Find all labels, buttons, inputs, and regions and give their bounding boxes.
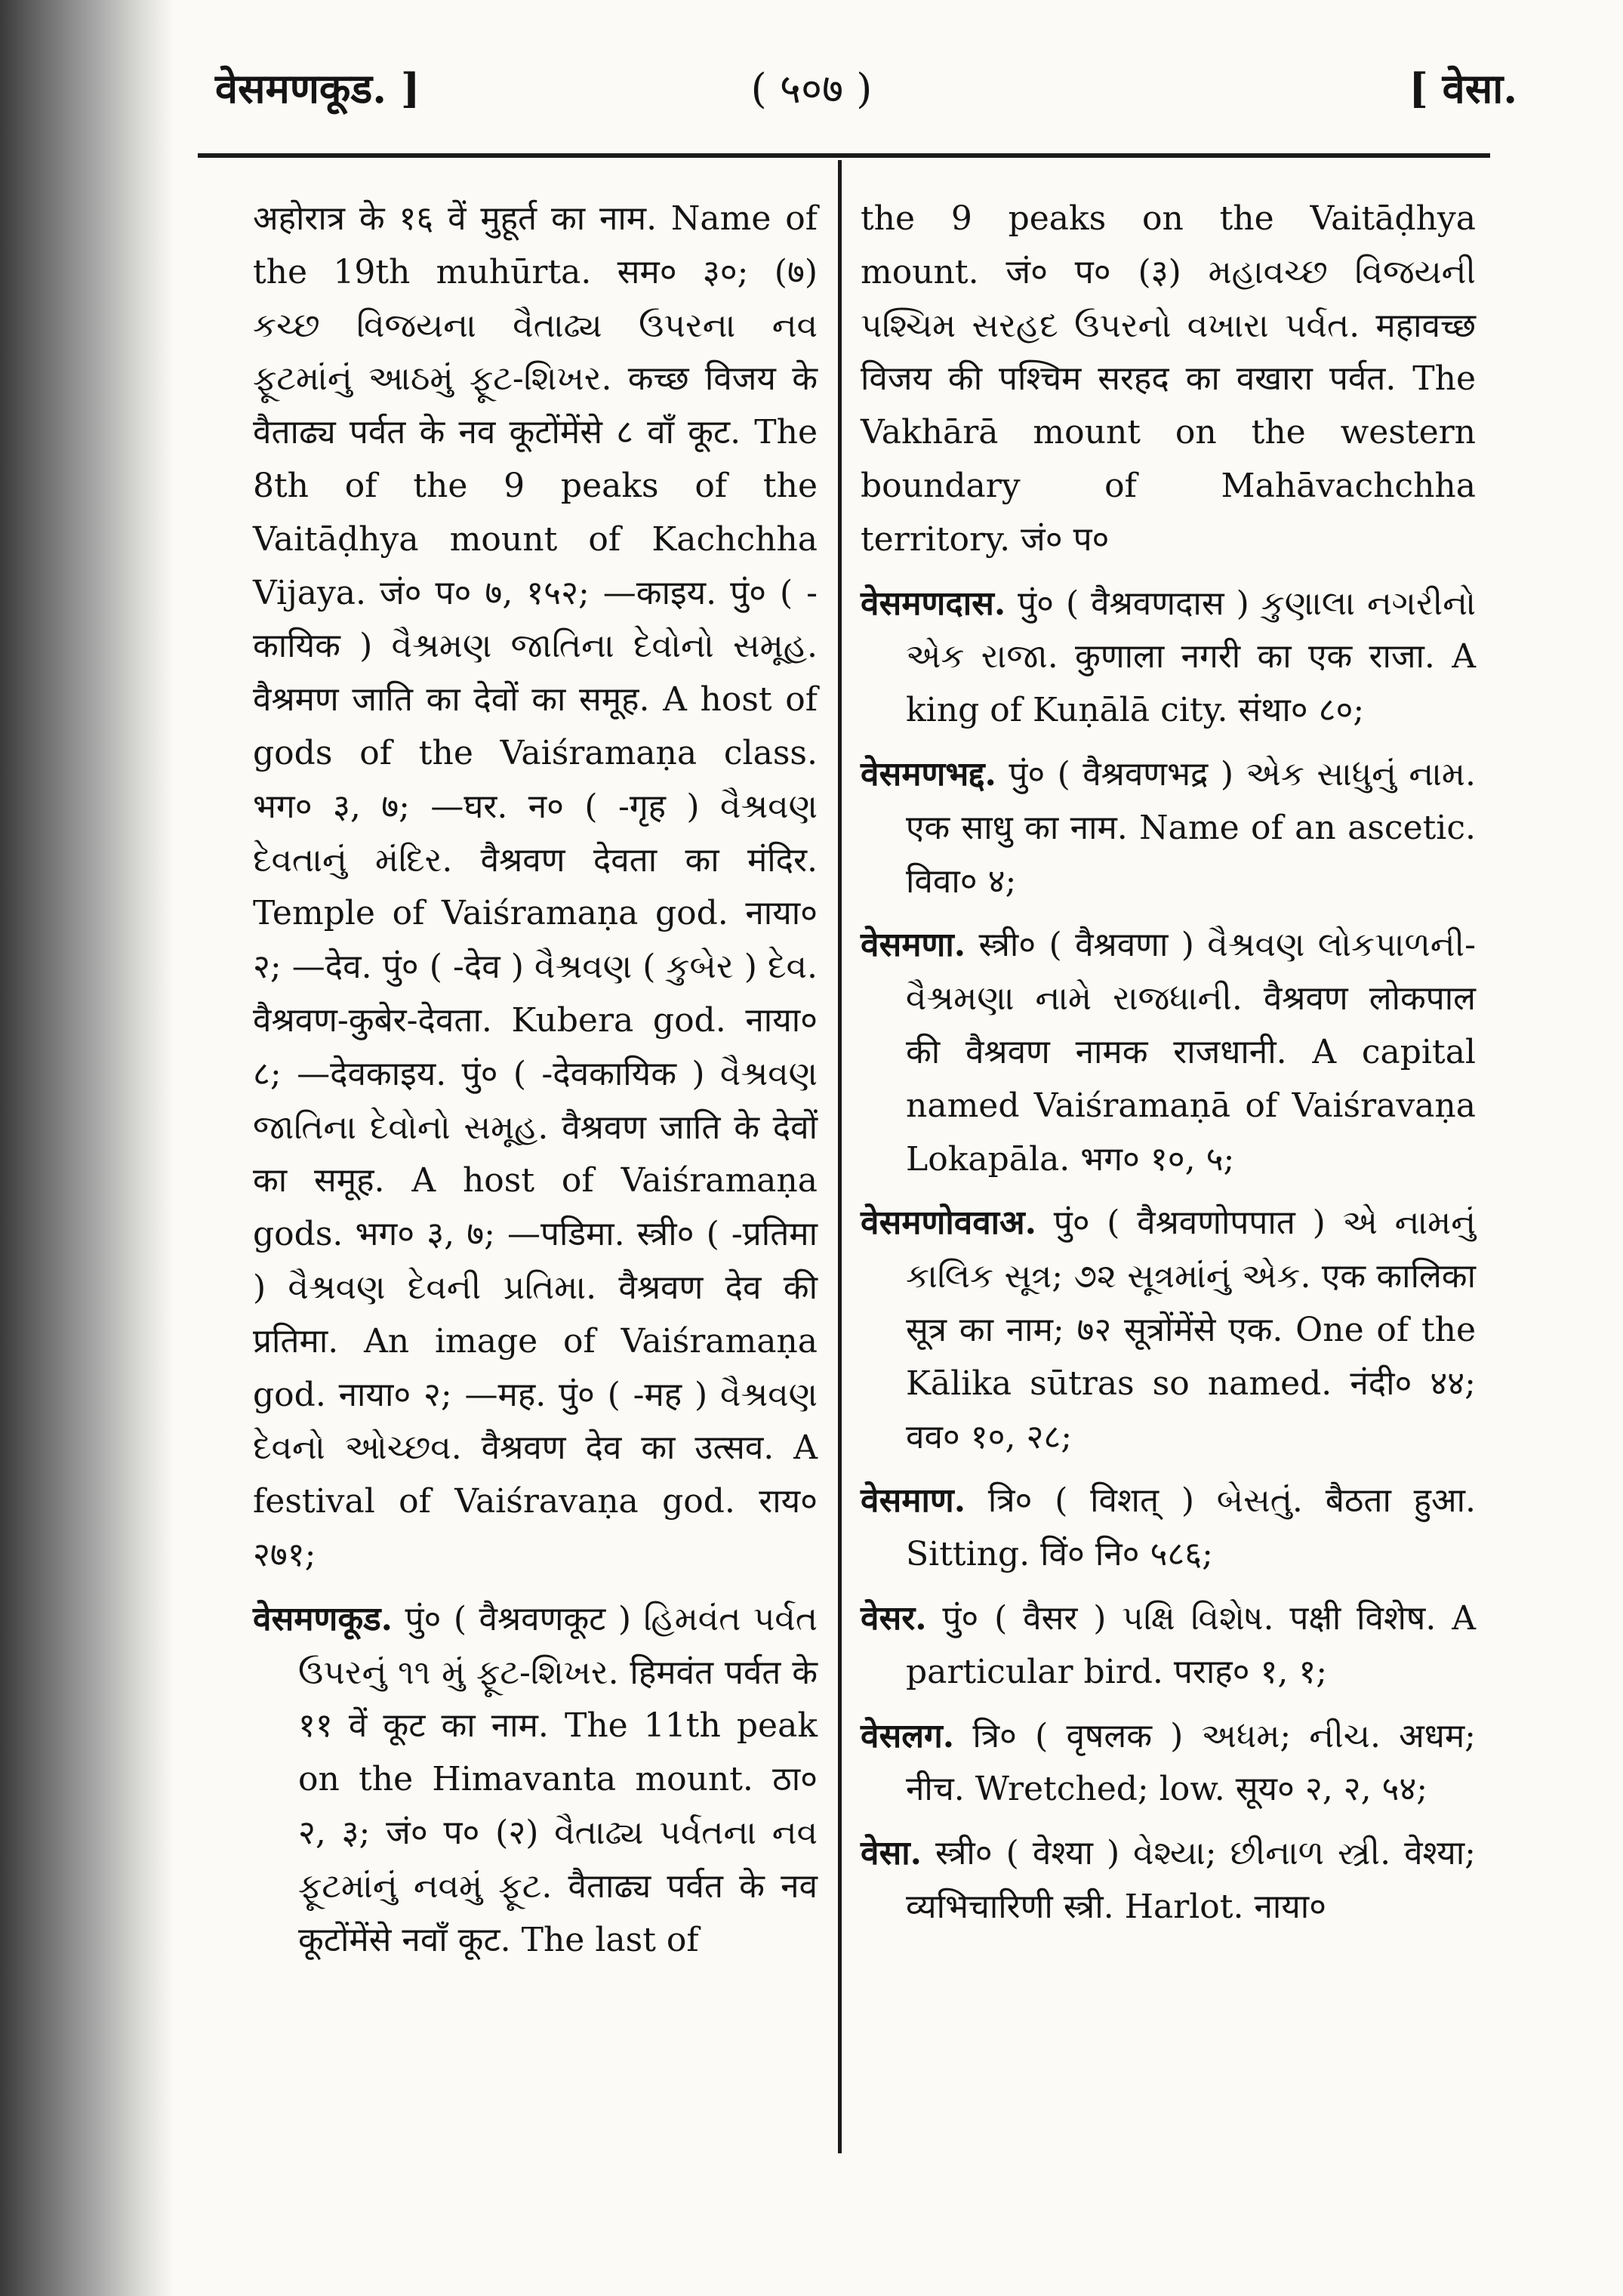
dictionary-entry bbox=[253, 193, 818, 1583]
entry-text: पुं० ( वैश्रवणोपपात ) એ નામનું કાલિક સૂત્ર; ૭૨ સૂત્રમાંનું એક. एक कालिका सूत्र का नाम; ७२ सूत्रोंमेंसे एक. One of the Kālika sūtras so named. नंदी० ४४; वव० १०, २८; bbox=[906, 1203, 1476, 1456]
entry-headword: वेसमणदास. bbox=[861, 584, 1006, 623]
running-head-left: वेसमणकूड. ] bbox=[215, 64, 420, 112]
entry-text: पुं० ( वैश्रवणभद्र ) એક સાધુનું નામ. एक साधु का नाम. Name of an ascetic. विवा० ४; bbox=[906, 754, 1476, 901]
entry-headword: वेसमणा. bbox=[861, 926, 966, 965]
dictionary-entry bbox=[861, 748, 1476, 908]
dictionary-entry bbox=[861, 1475, 1476, 1582]
book-spine-shadow bbox=[0, 0, 174, 2296]
entry-headword: वेसलग. bbox=[861, 1716, 955, 1755]
entry-headword: वेसर. bbox=[861, 1598, 927, 1638]
dictionary-entry bbox=[253, 1593, 818, 1968]
entry-text: त्रि० ( विशत् ) બેસતું. बैठता हुआ. Sitting. विं० नि० ५८६; bbox=[906, 1481, 1476, 1574]
entry-text: त्रि० ( वृषलक ) અધમ; નીચ. अधम; नीच. Wretched; low. सूय० २, २, ५४; bbox=[906, 1716, 1476, 1809]
entry-headword: वेसमणभद्द. bbox=[861, 754, 996, 794]
entry-text: अहोरात्र के १६ वें मुहूर्त का नाम. Name of the 19th muhūrta. सम० ३०; (७) કચ્છ વિજયના વૈતાઢ્ય ઉપરના નવ ફૂટમાંનું આઠમું ફૂટ-શિખર. कच्छ विजय के वैताढ्य पर्वत के नव कूटोंमेंसे ८ वाँ कूट. The 8th of the 9 peaks of the Vaitāḍhya mount of Kachchha Vijaya. जं० प० ७, १५२; —काइय. पुं० ( -कायिक ) વૈશ્રમણ જાતિના દેવોનો સમૂહ. वैश्रमण जाति का देवों का समूह. A host of gods of the Vaiśramaṇa class. भग० ३, ७; —घर. न० ( -गृह ) વૈશ્રવણ દેવતાનું મંદિર. वैश्रवण देवता का मंदिर. Temple of Vaiśramaṇa god. नाया० २; —देव. पुं० ( -देव ) વૈશ્રવણ ( કુબેર ) દેવ. वैश्रवण-कुबेर-देवता. Kubera god. नाया० ८; —देवकाइय. पुं० ( -देवकायिक ) વૈશ્રવણ જાતિના દેવોનો સમૂહ. वैश्रवण जाति के देवों का समूह. A host of Vaiśramaṇa gods. भग० ३, ७; —पडिमा. स्त्री० ( -प्रतिमा ) વૈશ્રવણ દેવની પ્રતિમા. वैश्रवण देव की प्रतिमा. An image of Vaiśramaṇa god. नाया० २; —मह. पुं० ( -मह ) વૈશ્રવણ દેવનો ઓચ્છવ. वैश्रवण देव का उत्सव. A festival of Vaiśravaṇa god. राय० २७१; bbox=[253, 199, 818, 1574]
header-rule bbox=[198, 153, 1490, 158]
entry-text: the 9 peaks on the Vaitāḍhya mount. जं० प० (३) મહાવચ્છ વિજયની પશ્ચિમ સરહદ ઉપરનો વખારા પર્વત. महावच्छ विजय की पश्चिम सरहद का वखारा पर्वत. The Vakhārā mount on the western boundary of Mahāvachchha territory. जं० प० bbox=[861, 199, 1476, 559]
entry-text: पुं० ( वैसर ) પક્ષિ વિશેષ. पक्षी विशेष. A particular bird. पराह० १, १; bbox=[906, 1598, 1476, 1691]
entry-text: स्त्री० ( वेश्या ) વેશ્યા; છીનાળ સ્ત્રી. वेश्या; व्यभिचारिणी स्त्री. Harlot. नाया० bbox=[906, 1834, 1476, 1926]
left-column bbox=[253, 193, 818, 1977]
dictionary-entry bbox=[861, 1710, 1476, 1817]
entry-text: पुं० ( वैश्रवणकूट ) હિમવંત પર્વત ઉપરનું ૧૧ મું ફૂટ-શિખર. हिमवंत पर्वत के ११ वें कूट का नाम. The 11th peak on the Himavanta mount. ठा० २, ३; जं० प० (२) વૈતાઢ્ય પર્વતના નવ ફૂટમાંનું નવમું ફૂટ. वैताढ्य पर्वत के नव कूटोंमेंसे नवाँ कूट. The last of bbox=[298, 1599, 818, 1959]
entry-headword: वेसा. bbox=[861, 1834, 922, 1873]
column-divider bbox=[838, 160, 842, 2153]
entry-text: पुं० ( वैश्रवणदास ) કુણાલા નગરીનો એક રાજા. कुणाला नगरी का एक राजा. A king of Kuṇālā city. संथा० ८०; bbox=[906, 584, 1476, 730]
page-number: ( ५०७ ) bbox=[750, 65, 873, 112]
entry-headword: वेसमणकूड. bbox=[253, 1599, 393, 1638]
entry-headword: वेसमाण. bbox=[861, 1481, 966, 1521]
running-head-right: [ वेसा. bbox=[1409, 64, 1517, 112]
entry-headword: वेसमणोववाअ. bbox=[861, 1203, 1036, 1243]
dictionary-entry bbox=[861, 1197, 1476, 1464]
dictionary-entry bbox=[861, 1827, 1476, 1934]
right-column bbox=[861, 193, 1476, 1945]
entry-text: स्त्री० ( वैश्रवणा ) વૈશ્રવણ લોકપાળની-વૈશ્રમણા નામે રાજધાની. वैश्रवण लोकपाल की वैश्रवण नामक राजधानी. A capital named Vaiśramaṇā of Vaiśravaṇa Lokapāla. भग० १०, ५; bbox=[906, 926, 1476, 1179]
dictionary-entry bbox=[861, 919, 1476, 1186]
dictionary-entry bbox=[861, 578, 1476, 738]
dictionary-entry bbox=[861, 193, 1476, 567]
dictionary-entry bbox=[861, 1592, 1476, 1700]
